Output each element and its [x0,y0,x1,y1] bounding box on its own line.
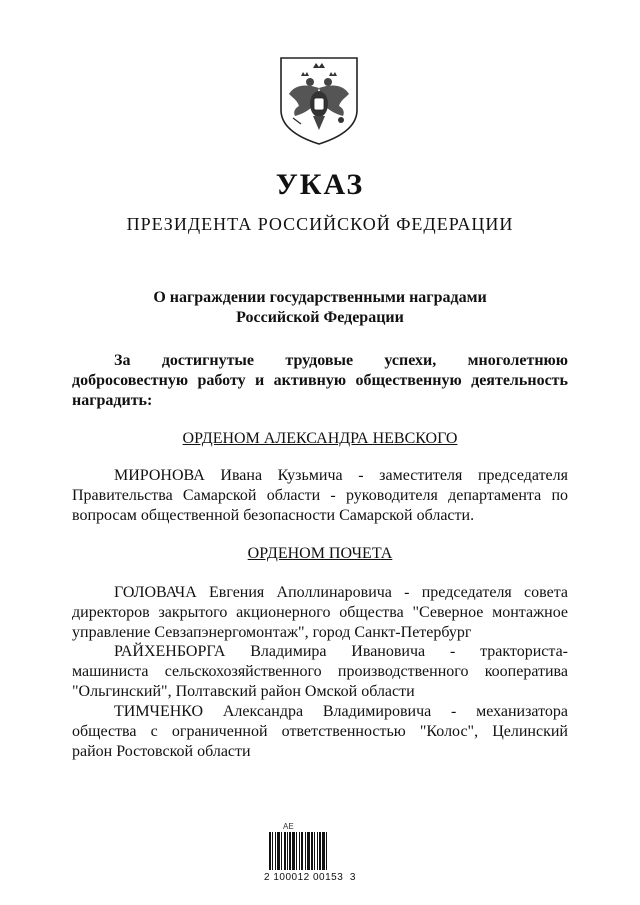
decree-title: УКАЗ [275,168,365,201]
intro-line: добросовестную работу и активную общественную деятельность [72,372,568,389]
entry-line: управление Севзапэнергомонтаж", город Санкт-Петербург [72,624,472,641]
entry-line: РАЙХЕНБОРГА Владимира Ивановича - тракториста- [114,643,568,660]
intro-line: наградить: [72,392,153,409]
award-entry [72,466,568,526]
entry-line: "Ольгинский", Полтавский район Омской области [72,683,415,700]
subject-line: О награждении государственными наградами [153,289,487,306]
subject-line: Российской Федерации [236,309,404,326]
entry-line: Правительства Самарской области - руководителя департамента по [72,487,568,504]
entry-line: МИРОНОВА Ивана Кузьмича - заместителя председателя [114,467,568,484]
decree-intro [72,351,568,411]
award-entry [72,642,568,702]
award-entry [72,583,568,643]
order-heading: ОРДЕНОМ ПОЧЕТА [247,545,393,562]
barcode-mark: AE [283,822,294,831]
entry-line: общества с ограниченной ответственностью "Колос", Целинский [72,723,568,740]
barcode-icon [268,832,350,872]
entry-line: ТИМЧЕНКО Александра Владимировича - механизатора [114,703,568,720]
decree-subject [0,288,640,328]
award-entry [72,702,568,762]
intro-line: За достигнутые трудовые успехи, многолетнюю [114,352,568,369]
entry-line: район Ростовской области [72,743,251,760]
entry-line: директоров закрытого акционерного общества "Северное монтажное [72,604,568,621]
entry-line: машиниста сельскохозяйственного производственного кооператива [72,663,568,680]
order-heading: ОРДЕНОМ АЛЕКСАНДРА НЕВСКОГО [182,430,458,447]
barcode-number: 2 100012 00153 3 [264,872,356,883]
coat-of-arms-icon [277,54,361,146]
entry-line: ГОЛОВАЧА Евгения Аполлинаровича - председателя совета [114,584,568,601]
decree-subtitle: ПРЕЗИДЕНТА РОССИЙСКОЙ ФЕДЕРАЦИИ [126,214,514,234]
entry-line: вопросам общественной безопасности Самарской области. [72,507,475,524]
